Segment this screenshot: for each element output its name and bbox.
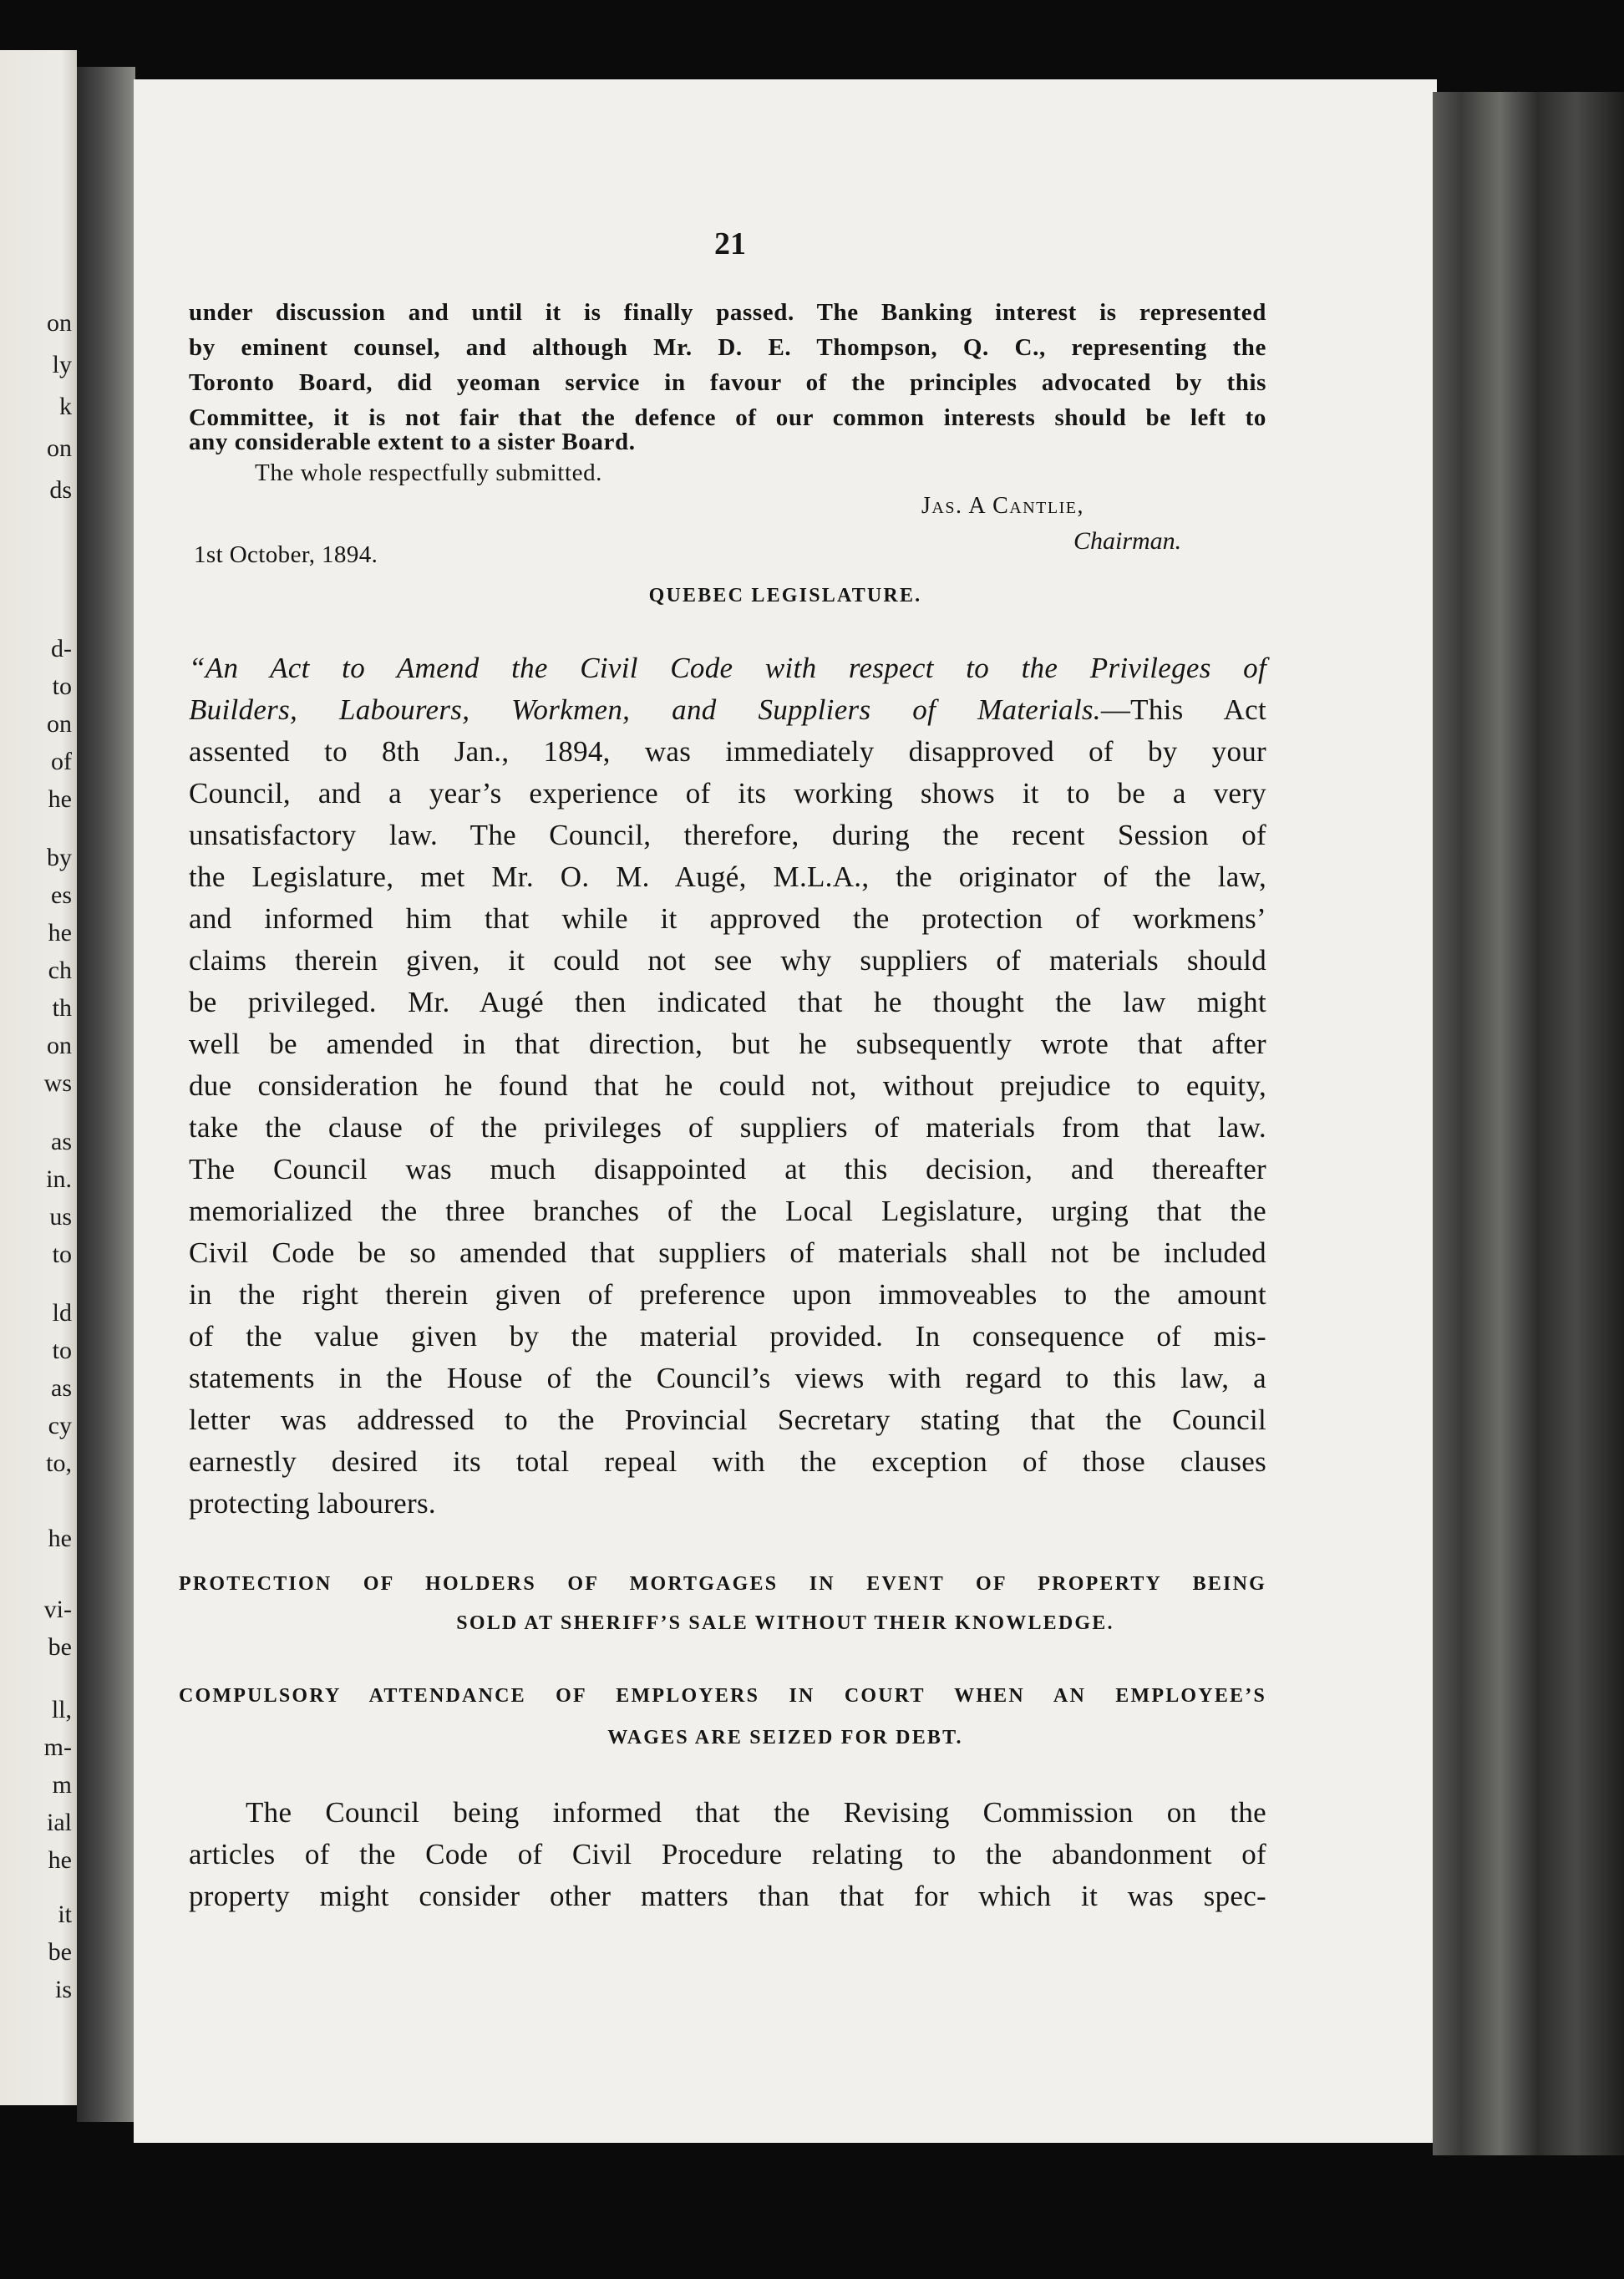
left-page-fragment: to xyxy=(52,1337,72,1364)
body-line: unsatisfactory law. The Council, therefore, during the recent Session of xyxy=(189,819,1266,851)
body-line: of the value given by the material provided. In consequence of mis- xyxy=(189,1320,1266,1353)
book-gutter-shadow xyxy=(77,67,135,2122)
left-page-fragment: on xyxy=(47,1032,72,1059)
body-line: well be amended in that direction, but he subsequently wrote that after xyxy=(189,1028,1266,1060)
left-page-fragment: he xyxy=(48,1525,72,1552)
left-page-fragment: is xyxy=(54,1976,72,2003)
body-line: The Council being informed that the Revising Commission on the xyxy=(246,1796,1266,1829)
left-page-fragment: on xyxy=(47,309,72,337)
report-line: by eminent counsel, and although Mr. D. E. Thompson, Q. C., representing the xyxy=(189,334,1266,361)
left-page-fragment: k xyxy=(59,393,72,420)
body-line: due consideration he found that he could not, without prejudice to equity, xyxy=(189,1069,1266,1102)
left-page-fragment: be xyxy=(48,1633,72,1661)
left-page-fragment: vi- xyxy=(43,1596,72,1623)
body-line: claims therein given, it could not see why suppliers of materials should xyxy=(189,944,1266,977)
left-facing-page xyxy=(0,50,77,2105)
closing-line: The whole respectfully submitted. xyxy=(255,459,603,486)
act-title-text: Builders, Labourers, Workmen, and Suppliers of Materials. xyxy=(189,693,1101,726)
body-line: Council, and a year’s experience of its working shows it to be a very xyxy=(189,777,1266,810)
report-line: under discussion and until it is finally passed. The Banking interest is represented xyxy=(189,299,1266,326)
left-page-fragment: ly xyxy=(52,351,72,378)
section-heading-attendance: COMPULSORY ATTENDANCE OF EMPLOYERS IN COURT WHEN AN EMPLOYEE’S xyxy=(179,1685,1266,1707)
left-page-fragment: us xyxy=(49,1203,72,1231)
body-line: letter was addressed to the Provincial Secretary stating that the Council xyxy=(189,1403,1266,1436)
left-page-fragment: in. xyxy=(46,1165,72,1193)
signature-name: Jas. A Cantlie, xyxy=(921,493,1084,519)
left-page-fragment: m- xyxy=(43,1733,72,1761)
left-page-fragment: to xyxy=(52,1241,72,1268)
left-page-fragment: ds xyxy=(49,476,72,504)
report-line: Committee, it is not fair that the defence of our common interests should be left to xyxy=(189,404,1266,431)
body-line: statements in the House of the Council’s views with regard to this law, a xyxy=(189,1362,1266,1394)
act-title-line xyxy=(189,652,1266,685)
body-line: protecting labourers. xyxy=(189,1487,436,1520)
body-line: and informed him that while it approved the protection of workmens’ xyxy=(189,902,1266,935)
body-line: earnestly desired its total repeal with the exception of those clauses xyxy=(189,1445,1266,1478)
left-page-fragment: he xyxy=(48,1846,72,1874)
body-line: The Council was much disappointed at this decision, and thereafter xyxy=(189,1153,1266,1185)
body-line: articles of the Code of Civil Procedure relating to the abandonment of xyxy=(189,1838,1266,1870)
body-line: the Legislature, met Mr. O. M. Augé, M.L.A., the originator of the law, xyxy=(189,860,1266,893)
body-line: assented to 8th Jan., 1894, was immediately disapproved of by your xyxy=(189,735,1266,768)
report-line: Toronto Board, did yeoman service in favour of the principles advocated by this xyxy=(189,369,1266,396)
body-line: be privileged. Mr. Augé then indicated that he thought the law might xyxy=(189,986,1266,1018)
body-line: property might consider other matters than that for which it was spec- xyxy=(189,1880,1266,1912)
left-page-fragment: on xyxy=(47,434,72,462)
body-line: in the right therein given of preference upon immoveables to the amount xyxy=(189,1278,1266,1311)
left-page-fragment: as xyxy=(51,1128,72,1155)
left-page-fragment: to xyxy=(52,673,72,700)
left-page-fragment: he xyxy=(48,919,72,947)
left-page-fragment: es xyxy=(51,881,72,909)
act-title-line xyxy=(189,693,1266,727)
left-page-fragment: it xyxy=(58,1901,72,1928)
left-page-fragment: by xyxy=(47,844,72,871)
left-page-fragment: d- xyxy=(51,635,72,662)
left-page-fragment: ld xyxy=(52,1299,72,1327)
left-page-fragment: ll, xyxy=(51,1696,72,1723)
left-page-fragment: be xyxy=(48,1938,72,1966)
page-number: 21 xyxy=(714,226,746,261)
left-page-fragment: to, xyxy=(46,1449,72,1477)
left-page-fragment: th xyxy=(52,994,72,1022)
act-title-text: —This Act xyxy=(1100,693,1266,726)
left-page-fragment: m xyxy=(52,1771,72,1799)
left-page-fragment: of xyxy=(51,748,72,775)
left-page-fragment: ws xyxy=(43,1069,72,1097)
body-line: Civil Code be so amended that suppliers of materials shall not be included xyxy=(189,1236,1266,1269)
left-page-fragment: he xyxy=(48,785,72,813)
date-line: 1st October, 1894. xyxy=(194,541,378,568)
body-line: take the clause of the privileges of suppliers of materials from that law. xyxy=(189,1111,1266,1144)
section-heading-quebec: QUEBEC LEGISLATURE. xyxy=(648,585,922,607)
section-heading-mortgages-cont: SOLD AT SHERIFF’S SALE WITHOUT THEIR KNOWLEDGE. xyxy=(456,1612,1114,1634)
left-page-fragment: as xyxy=(51,1374,72,1402)
left-page-fragment: ial xyxy=(47,1809,72,1836)
act-title-text: “An Act to Amend the Civil Code with respect to the Privileges of xyxy=(189,652,1266,684)
signature-title: Chairman. xyxy=(1073,527,1182,555)
left-page-fragment: ch xyxy=(48,957,72,984)
left-page-fragment: cy xyxy=(48,1412,72,1439)
report-line: any considerable extent to a sister Board. xyxy=(189,429,636,455)
section-heading-attendance-cont: WAGES ARE SEIZED FOR DEBT. xyxy=(607,1727,963,1749)
book-page-edges xyxy=(1433,92,1624,2155)
section-heading-mortgages: PROTECTION OF HOLDERS OF MORTGAGES IN EVENT OF PROPERTY BEING xyxy=(179,1573,1266,1595)
left-page-fragment: on xyxy=(47,710,72,738)
body-line: memorialized the three branches of the Local Legislature, urging that the xyxy=(189,1195,1266,1227)
